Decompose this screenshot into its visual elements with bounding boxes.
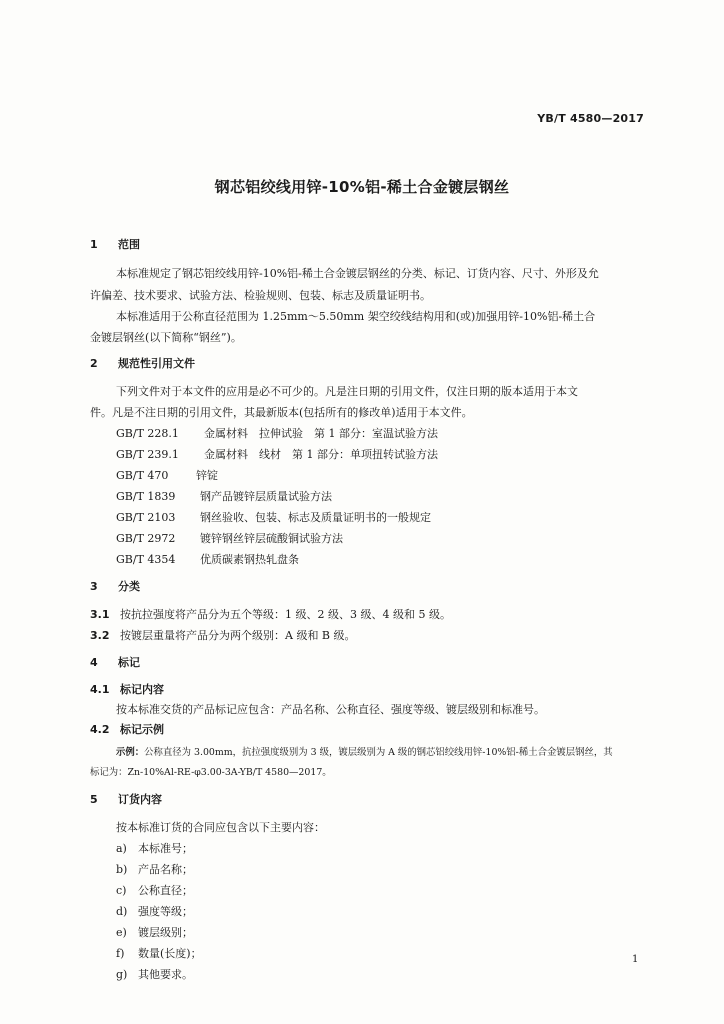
- reference-title: 优质碳素钢热轧盘条: [200, 553, 299, 566]
- item-label: a): [116, 842, 127, 855]
- order-item: [116, 924, 193, 940]
- paragraph-line: 下列文件对于本文件的应用是必不可少的。凡是注日期的引用文件，仅注日期的版本适用于本文: [116, 385, 578, 398]
- section-title: 分类: [118, 580, 140, 593]
- reference-item: [116, 509, 431, 525]
- clause-3-2: [90, 627, 356, 643]
- section-5-heading: [90, 791, 162, 807]
- section-number: 4: [90, 656, 98, 669]
- paragraph-line: 本标准适用于公称直径范围为 1.25mm～5.50mm 架空绞线结构用和(或)加强用锌-10%铝-稀土合: [116, 310, 596, 323]
- paragraph-line: 按本标准订货的合同应包含以下主要内容：: [116, 821, 325, 834]
- clause-number: 3.1: [90, 608, 110, 621]
- section-4-heading: [90, 654, 140, 670]
- item-label: f): [116, 947, 125, 960]
- reference-item: [116, 488, 332, 504]
- reference-title: 镀锌钢丝锌层硫酸铜试验方法: [200, 532, 343, 545]
- reference-item: [116, 530, 343, 546]
- paragraph-line: 按本标准交货的产品标记应包含：产品名称、公称直径、强度等级、镀层级别和标准号。: [116, 703, 545, 716]
- item-text: 数量(长度)；: [138, 947, 202, 960]
- reference-code: GB/T 2103: [116, 511, 176, 524]
- reference-item: [116, 467, 218, 483]
- reference-code: GB/T 239.1: [116, 448, 179, 461]
- item-label: g): [116, 968, 128, 981]
- example-line: 标记为：Zn-10%Al-RE-φ3.00-3A-YB/T 4580—2017。: [90, 767, 332, 778]
- example-line: [116, 744, 613, 758]
- clause-text: 按抗拉强度将产品分为五个等级：1 级、2 级、3 级、4 级和 5 级。: [120, 608, 451, 621]
- section-title: 标记: [118, 656, 140, 669]
- section-3-heading: [90, 578, 140, 594]
- section-number: 1: [90, 238, 98, 251]
- clause-3-1: [90, 606, 451, 622]
- standard-code: YB/T 4580—2017: [537, 112, 644, 125]
- reference-title: 锌锭: [196, 469, 218, 482]
- order-item: [116, 861, 193, 877]
- clause-text: 按镀层重量将产品分为两个级别：A 级和 B 级。: [120, 629, 356, 642]
- paragraph-line: 件。凡是不注日期的引用文件，其最新版本(包括所有的修改单)适用于本文件。: [90, 406, 473, 419]
- item-text: 公称直径；: [138, 884, 193, 897]
- item-label: e): [116, 926, 127, 939]
- section-number: 2: [90, 357, 98, 370]
- reference-code: GB/T 4354: [116, 553, 176, 566]
- paragraph-line: 许偏差、技术要求、试验方法、检验规则、包装、标志及质量证明书。: [90, 289, 431, 302]
- item-text: 本标准号；: [138, 842, 193, 855]
- reference-code: GB/T 1839: [116, 490, 176, 503]
- order-item: [116, 945, 202, 961]
- section-1-heading: [90, 236, 140, 252]
- item-text: 镀层级别；: [138, 926, 193, 939]
- section-title: 规范性引用文件: [118, 357, 195, 370]
- order-item: [116, 903, 193, 919]
- section-title: 范围: [118, 238, 140, 251]
- paragraph-line: 本标准规定了钢芯铝绞线用锌-10%铝-稀土合金镀层钢丝的分类、标记、订货内容、尺寸、外形及允: [116, 267, 599, 280]
- order-item: [116, 966, 193, 982]
- subsection-number: 4.2: [90, 723, 110, 736]
- paragraph-line: 金镀层钢丝(以下简称“钢丝”)。: [90, 331, 242, 344]
- reference-item: [116, 446, 438, 462]
- example-label: 示例：: [116, 747, 145, 758]
- item-text: 其他要求。: [138, 968, 193, 981]
- reference-title: 金属材料 线材 第 1 部分：单项扭转试验方法: [204, 448, 438, 461]
- subsection-4-2-heading: [90, 721, 164, 737]
- reference-title: 金属材料 拉伸试验 第 1 部分：室温试验方法: [204, 427, 438, 440]
- section-title: 订货内容: [118, 793, 162, 806]
- page-number: 1: [632, 954, 639, 965]
- reference-code: GB/T 470: [116, 469, 169, 482]
- item-label: c): [116, 884, 127, 897]
- item-label: d): [116, 905, 128, 918]
- item-text: 强度等级；: [138, 905, 193, 918]
- reference-code: GB/T 228.1: [116, 427, 179, 440]
- document-title: 钢芯铝绞线用锌-10%铝-稀土合金镀层钢丝: [214, 178, 510, 196]
- section-2-heading: [90, 355, 195, 371]
- reference-item: [116, 551, 299, 567]
- clause-number: 3.2: [90, 629, 110, 642]
- order-item: [116, 882, 193, 898]
- item-text: 产品名称；: [138, 863, 193, 876]
- subsection-4-1-heading: [90, 681, 164, 697]
- reference-title: 钢产品镀锌层质量试验方法: [200, 490, 332, 503]
- subsection-title: 标记内容: [120, 683, 164, 696]
- subsection-title: 标记示例: [120, 723, 164, 736]
- reference-code: GB/T 2972: [116, 532, 176, 545]
- example-text: 公称直径为 3.00mm，抗拉强度级别为 3 级，镀层级别为 A 级的钢芯铝绞线用锌-10%铝-稀土合金镀层钢丝，其: [144, 747, 613, 758]
- subsection-number: 4.1: [90, 683, 110, 696]
- item-label: b): [116, 863, 128, 876]
- reference-item: [116, 425, 438, 441]
- section-number: 5: [90, 793, 98, 806]
- section-number: 3: [90, 580, 98, 593]
- reference-title: 钢丝验收、包装、标志及质量证明书的一般规定: [200, 511, 431, 524]
- order-item: [116, 840, 193, 856]
